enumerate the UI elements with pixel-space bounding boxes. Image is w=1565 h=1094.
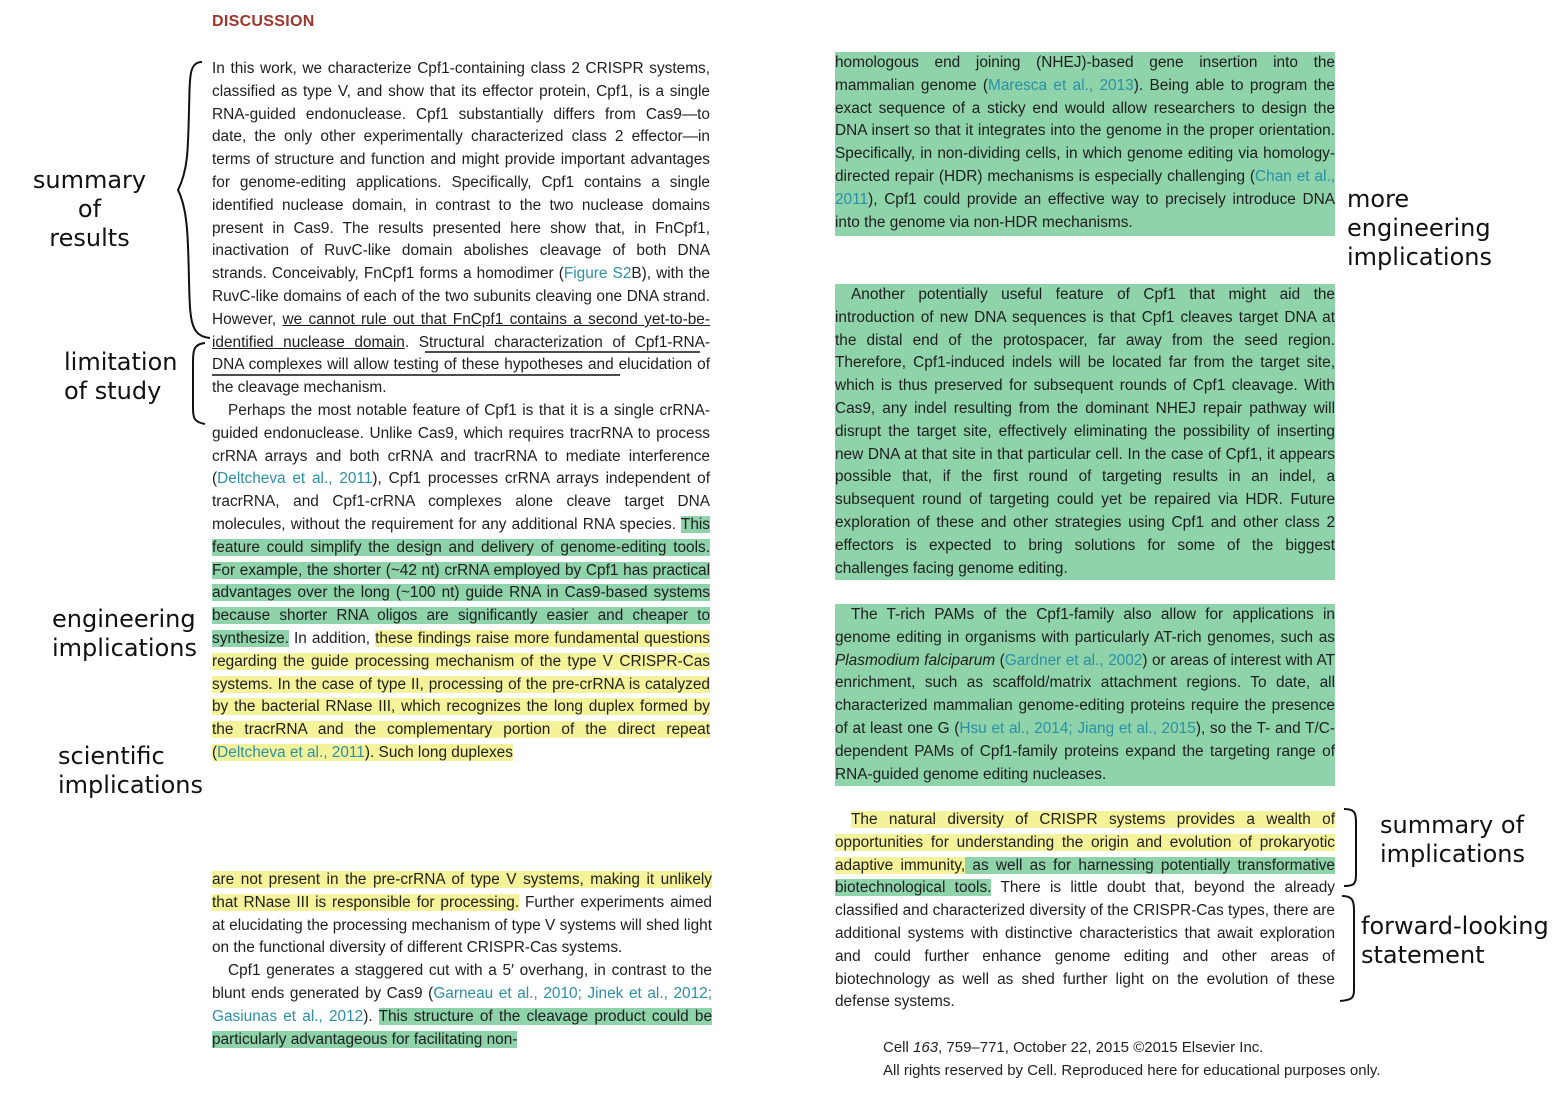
forward-looking-bracket bbox=[1340, 896, 1354, 1001]
right-block-pams: The T-rich PAMs of the Cpf1-family also allow for applications in genome editing in organisms with particularly AT-rich genomes, such as Plasmodium falciparum (Gardner et al., 2002) or areas of interest with AT enrichment, such as scaffold/matrix attachment regions. To date, all characterized mammalian genome-editing proteins require the presence of at least one G (Hsu et al., 2014; Jiang et al., 2015), so the T- and T/C-dependent PAMs of Cpf1-family proteins expand the targeting range of RNA-guided genome editing nucleases. bbox=[835, 604, 1335, 786]
limitation-bracket bbox=[193, 343, 205, 424]
yellow-highlight: are not present in the pre-crRNA of type V systems, making it unlikely that RNase III is responsible for processing. bbox=[212, 871, 712, 911]
green-highlight: This feature could simplify the design and delivery of genome-editing tools. For example, the shorter (~42 nt) crRNA employed by Cpf1 has practical advantages over the long (~100 nt) guide RNA in Cas9-based systems because shorter RNA oligos are significantly easier and cheaper to synthesize. bbox=[212, 515, 710, 647]
annotation-more-engineering-implications: more engineering implications bbox=[1347, 185, 1492, 271]
right-block-indels: Another potentially useful feature of Cpf1 that might aid the introduction of new DNA sequences is that Cpf1 cleaves target DNA at the distal end of the protospacer, far away from the seed region. Therefore, Cpf1-induced indels will be located far from the target site, which is thus preserved for subsequent rounds of Cpf1 cleavage. With Cas9, any indel resulting from the dominant NHEJ repair pathway will disrupt the target site, effectively eliminating the possibility of inserting new DNA at that site in that particular cell. In the case of Cpf1, it appears possible that, if the first round of targeting results in an indel, a subsequent round of targeting could yet be repaired via HDR. Future exploration of these and other strategies using Cpf1 and other class 2 effectors is expected to bring solutions for some of the biggest challenges facing genome editing. bbox=[835, 284, 1335, 580]
green-highlight: This structure of the cleavage product could be particularly advantageous for facilitating non- bbox=[212, 1007, 712, 1048]
yellow-highlight: ). Such long duplexes bbox=[364, 743, 513, 761]
summary-bracket bbox=[178, 62, 210, 338]
underlined-limitation: we cannot rule out that FnCpf1 contains a second yet-to-be-identified nuclease domain bbox=[212, 310, 710, 351]
section-heading: DISCUSSION bbox=[212, 13, 315, 30]
annotation-limitation-of-study: limitation of study bbox=[64, 348, 178, 405]
citation-link[interactable]: Chan et al., 2011 bbox=[835, 167, 1335, 208]
annotation-forward-looking-statement: forward-looking statement bbox=[1361, 912, 1549, 969]
annotation-summary-of-results: summary of results bbox=[32, 166, 147, 252]
right-block-conclusion: The natural diversity of CRISPR systems provides a wealth of opportunities for understanding the origin and evolution of prokaryotic adaptive immunity, as well as for harnessing potentially transformative biotechnological tools. There is little doubt that, beyond the already classified and characterized diversity of the CRISPR-Cas types, there are additional systems with distinctive characteristics that await exploration and could further enhance genome editing and other areas of biotechnology as well as shed further light on the evolution of these defense systems. bbox=[835, 811, 1335, 1011]
annotation-scientific-implications: scientific implications bbox=[58, 742, 203, 799]
citation-footer: Cell 163, 759–771, October 22, 2015 ©2015 Elsevier Inc. All rights reserved by Cell. Reproduced here for educational purposes only. bbox=[883, 1039, 1381, 1079]
citation-link[interactable]: Gardner et al., 2002 bbox=[1004, 651, 1143, 669]
citation-link[interactable]: Garneau et al., 2010; Jinek et al., 2012; Gasiunas et al., 2012 bbox=[212, 984, 712, 1025]
citation-link[interactable]: Figure S2 bbox=[563, 265, 632, 283]
paragraph-staggered-cut: Cpf1 generates a staggered cut with a 5′ overhang, in contrast to the blunt ends generated by Cas9 (Garneau et al., 2010; Jinek et al., 2012; Gasiunas et al., 2012). This structure of the cleavage product could be particularly advantageous for facilitating non- bbox=[212, 962, 712, 1048]
paragraph-continued: are not present in the pre-crRNA of type V systems, making it unlikely that RNase III is responsible for processing. Further experiments aimed at elucidating the processing mechanism of type V systems will shed light on the functional diversity of different CRISPR-Cas systems. bbox=[212, 871, 712, 957]
summary-implications-bracket bbox=[1344, 809, 1356, 886]
green-highlight: as well as for harnessing potentially transformative biotechnological tools. bbox=[835, 856, 1335, 897]
annotation-engineering-implications: engineering implications bbox=[52, 605, 197, 662]
annotation-summary-of-implications: summary of implications bbox=[1380, 811, 1525, 868]
right-block-engineering: homologous end joining (NHEJ)-based gene insertion into the mammalian genome (Maresca et al., 2013). Being able to program the exact sequence of a sticky end would allow researchers to design the DNA insert so that it integrates into the genome in the proper orientation. Specifically, in non-dividing cells, in which genome editing via homology-directed repair (HDR) mechanisms is especially challenging (Chan et al., 2011), Cpf1 could provide an effective way to precisely introduce DNA into the genome via non-HDR mechanisms. bbox=[835, 52, 1335, 236]
paragraph-summary: In this work, we characterize Cpf1-containing class 2 CRISPR systems, classified as type V, and show that its effector protein, Cpf1, is a single RNA-guided endonuclease. Cpf1 substantially differs from Cas9—to date, the only other experimentally characterized class 2 effector—in terms of structure and function and might provide important advantages for genome-editing applications. Specifically, Cpf1 contains a single identified nuclease domain, in contrast to the two nuclease domains present in Cas9. The results presented here show that, in FnCpf1, inactivation of RuvC-like domain abolishes cleavage of both DNA strands. Conceivably, FnCpf1 forms a homodimer (Figure S2B), with the RuvC-like domains of each of the two subunits cleaving one DNA strand. However, we cannot rule out that FnCpf1 contains a second yet-to-be-identified nuclease domain. Structural characterization of Cpf1-RNA-DNA complexes will allow testing of these hypotheses and elucidation of the cleavage mechanism. bbox=[212, 60, 710, 397]
citation-link[interactable]: Hsu et al., 2014; Jiang et al., 2015 bbox=[959, 719, 1196, 737]
citation-link[interactable]: Deltcheva et al., 2011 bbox=[217, 470, 373, 488]
limitation-underline bbox=[212, 352, 700, 375]
paragraph-crrna: Perhaps the most notable feature of Cpf1 is that it is a single crRNA-guided endonuclease. Unlike Cas9, which requires tracrRNA to process crRNA arrays and both crRNA and tracrRNA to mediate interference (Deltcheva et al., 2011), Cpf1 processes crRNA arrays independent of tracrRNA, and Cpf1-crRNA complexes alone cleave target DNA molecules, without the requirement for any additional RNA species. This feature could simplify the design and delivery of genome-editing tools. For example, the shorter (~42 nt) crRNA employed by Cpf1 has practical advantages over the long (~100 nt) guide RNA in Cas9-based systems because shorter RNA oligos are significantly easier and cheaper to synthesize. In addition, these findings raise more fundamental questions regarding the guide processing mechanism of the type V CRISPR-Cas systems. In the case of type II, processing of the pre-crRNA is catalyzed by the bacterial RNase III, which recognizes the long duplex formed by the tracrRNA and the complementary portion of the direct repeat (Deltcheva et al., 2011). Such long duplexes bbox=[212, 401, 710, 761]
citation-link[interactable]: Deltcheva et al., 2011 bbox=[217, 743, 365, 761]
citation-link[interactable]: Maresca et al., 2013 bbox=[988, 76, 1134, 94]
yellow-highlight: these findings raise more fundamental questions regarding the guide processing mechanism of the type V CRISPR-Cas systems. In the case of type II, processing of the pre-crRNA is catalyzed by the bacterial RNase III, which recognizes the long duplex formed by the tracrRNA and the complementary portion of the direct repeat ( bbox=[212, 629, 710, 761]
yellow-highlight: The natural diversity of CRISPR systems provides a wealth of opportunities for understanding the origin and evolution of prokaryotic adaptive immunity, bbox=[835, 811, 1335, 874]
